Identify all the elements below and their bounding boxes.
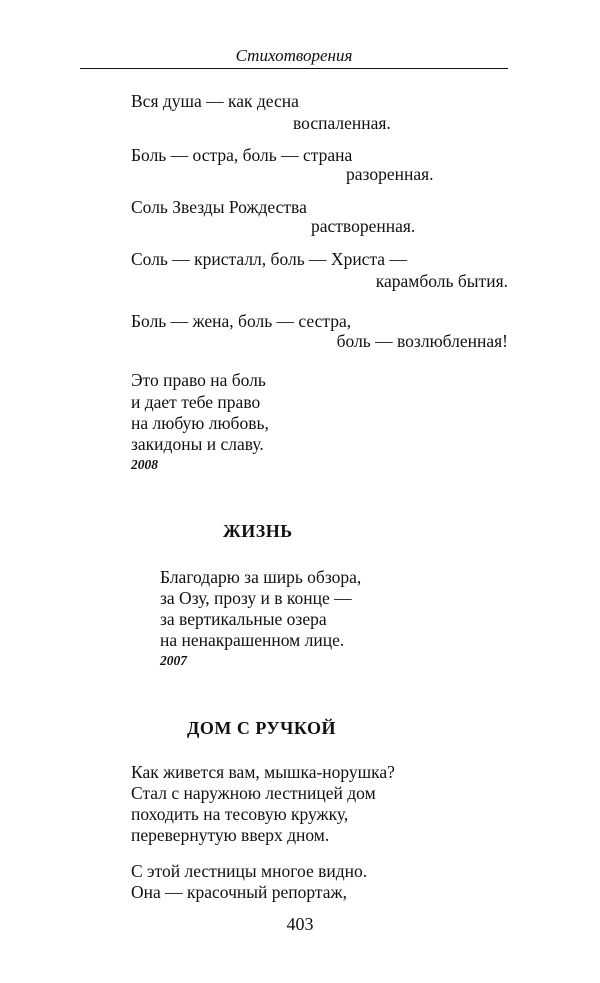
page-number: 403: [286, 914, 314, 934]
poem-line: Боль — остра, боль — страна: [131, 145, 353, 165]
poem-line: походить на тесовую кружку,: [131, 804, 349, 824]
poem-line: за Озу, прозу и в конце —: [160, 588, 352, 608]
poem-line: боль — возлюбленная!: [336, 331, 508, 351]
poem-line: Это право на боль: [131, 370, 266, 390]
poem-line: Стал с наружною лестницей дом: [131, 783, 376, 803]
poem-line: закидоны и славу.: [131, 434, 264, 454]
poem-line: Соль Звезды Рождества: [131, 197, 307, 217]
poem-line: на ненакрашенном лице.: [160, 630, 345, 650]
running-head: Стихотворения: [235, 46, 353, 65]
poem-line: Как живется вам, мышка-норушка?: [131, 762, 395, 782]
poem-line: Она — красочный репортаж,: [131, 882, 348, 902]
poem-line: С этой лестницы многое видно.: [131, 861, 368, 881]
poem-line: Вся душа — как десна: [131, 91, 299, 111]
poem-title: ЖИЗНЬ: [223, 521, 293, 541]
header-rule: [80, 68, 508, 69]
poem-title: ДОМ С РУЧКОЙ: [187, 718, 336, 738]
poem-line: на любую любовь,: [131, 413, 269, 433]
poem-line: карамболь бытия.: [375, 271, 508, 291]
poem-line: за вертикальные озера: [160, 609, 327, 629]
poem-line: Боль — жена, боль — сестра,: [131, 311, 352, 331]
poem-line: Соль — кристалл, боль — Христа —: [131, 249, 407, 269]
poem-line: перевернутую вверх дном.: [131, 825, 330, 845]
poem-line: и дает тебе право: [131, 392, 261, 412]
poem-line: разоренная.: [346, 164, 434, 184]
poem-year: 2008: [131, 457, 158, 472]
poem-line: растворенная.: [311, 216, 416, 236]
poem-year: 2007: [160, 653, 187, 668]
poem-line: воспаленная.: [293, 113, 391, 133]
poem-line: Благодарю за ширь обзора,: [160, 567, 362, 587]
